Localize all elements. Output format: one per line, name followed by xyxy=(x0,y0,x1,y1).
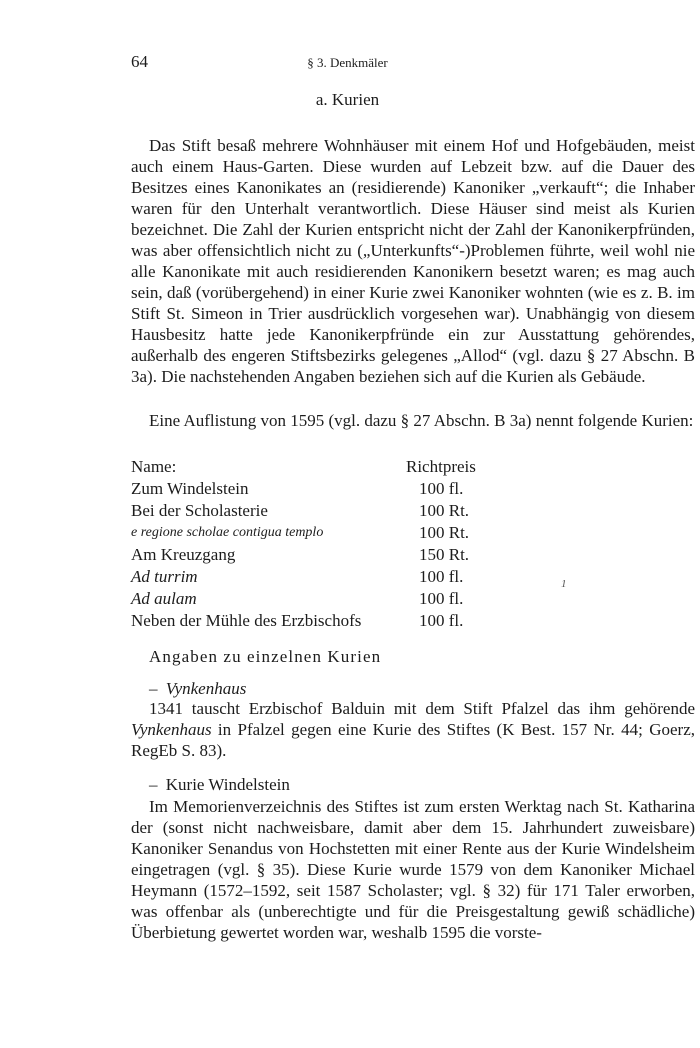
kurie-name: Ad aulam xyxy=(131,589,197,608)
page-number: 64 xyxy=(131,52,148,71)
table-row xyxy=(131,500,551,522)
kurie-price: 100 fl. xyxy=(419,567,464,586)
table-row xyxy=(131,522,551,544)
kurie-name: Am Kreuzgang xyxy=(131,545,236,564)
table-header-row xyxy=(131,456,551,478)
entry-text-part: 1341 tauscht Erzbischof Balduin mit dem Stift Pfalzel das ihm gehörende xyxy=(149,699,695,718)
margin-mark: 1 xyxy=(561,578,567,590)
subheading: Angaben zu einzelnen Kurien xyxy=(149,647,382,666)
section-title: a. Kurien xyxy=(315,90,380,109)
entry-dash: – xyxy=(149,679,158,698)
entry-text: Im Memorienverzeichnis des Stiftes ist zum ersten Werktag nach St. Katharina der (sonst nicht nachweisbare, damit aber dem 15. Jahrhundert zuweisbare) Kanoniker Senandus von Hochstetten mit einer Rente aus der Kurie Windelsheim eingetragen (vgl. § 35). Diese Kurie wurde 1579 von dem Kanoniker Michael Heymann (1572–1592, seit 1587 Scholaster; vgl. § 32) für 171 Taler erworben, was offenbar als (unberechtigte und für die Preisgestaltung gewiß schädliche) Überbietung gewertet worden war, weshalb 1595 die vorste- xyxy=(131,797,695,942)
kurie-price: 100 Rt. xyxy=(419,501,470,520)
kurie-price: 150 Rt. xyxy=(419,545,470,564)
table-row xyxy=(131,566,551,588)
entry-title: Vynkenhaus xyxy=(165,679,247,698)
kurie-name: Bei der Scholasterie xyxy=(131,501,268,520)
entry-heading xyxy=(149,775,290,795)
entry-text-italic: Vynkenhaus xyxy=(131,720,212,739)
kurie-price: 100 fl. xyxy=(419,479,464,498)
kurie-name: Ad turrim xyxy=(131,567,198,586)
intro-paragraph xyxy=(131,135,695,387)
kurie-price: 100 fl. xyxy=(419,589,464,608)
listing-text: Eine Auflistung von 1595 (vgl. dazu § 27 Abschn. B 3a) nennt folgende Kurien: xyxy=(149,411,694,430)
kurie-name: Neben der Mühle des Erzbischofs xyxy=(131,611,362,630)
entry-paragraph xyxy=(131,698,695,761)
kurien-table xyxy=(131,456,551,632)
column-header-name: Name: xyxy=(131,457,177,476)
table-row xyxy=(131,544,551,566)
listing-paragraph xyxy=(131,410,695,431)
table-row xyxy=(131,478,551,500)
entry-text-part: in Pfalzel gegen eine Kurie des Stiftes (K Best. 157 Nr. 44; Goerz, RegEb S. 83). xyxy=(131,720,695,760)
entry-title: Kurie Windelstein xyxy=(165,775,290,794)
page-header xyxy=(131,52,564,74)
entry-heading xyxy=(149,679,246,699)
kurie-price: 100 fl. xyxy=(419,611,464,630)
running-title: § 3. Denkmäler xyxy=(307,55,388,70)
kurie-price: 100 Rt. xyxy=(419,523,470,542)
entry-text xyxy=(131,698,695,761)
entry-paragraph xyxy=(131,796,695,943)
kurie-name: Zum Windelstein xyxy=(131,479,249,498)
table-row xyxy=(131,610,551,632)
column-header-price: Richtpreis xyxy=(406,457,476,476)
entry-dash: – xyxy=(149,775,158,794)
table-row xyxy=(131,588,551,610)
intro-text: Das Stift besaß mehrere Wohnhäuser mit einem Hof und Hofgebäuden, meist auch einem Haus-Garten. Diese wurden auf Lebzeit bzw. auf die Dauer des Besitzes eines Kanonikates an (residierende) Kanoniker „verkauft“; die Inhaber waren für den Unterhalt verantwortlich. Diese Häuser sind meist als Kurien bezeichnet. Die Zahl der Kurien entspricht nicht der Zahl der Kanonikerpfründen, was aber offensichtlich nicht zu („Unterkunfts“-)Problemen führte, weil wohl nie alle Kanonikate mit auch residierenden Kanonikern besetzt waren; es mag auch sein, daß (vorübergehend) in einer Kurie zwei Kanoniker wohnten (wie es z. B. im Stift St. Simeon in Trier ausdrücklich vorgesehen war). Unabhängig von diesem Hausbesitz hatte jede Kanonikerpfründe ein zur Ausstattung gehörendes, außerhalb des engeren Stiftsbezirks gelegenes „Allod“ (vgl. dazu § 27 Abschn. B 3a). Die nachstehenden Angaben beziehen sich auf die Kurien als Gebäude. xyxy=(131,136,695,386)
kurie-name: e regione scholae contigua templo xyxy=(131,525,324,540)
